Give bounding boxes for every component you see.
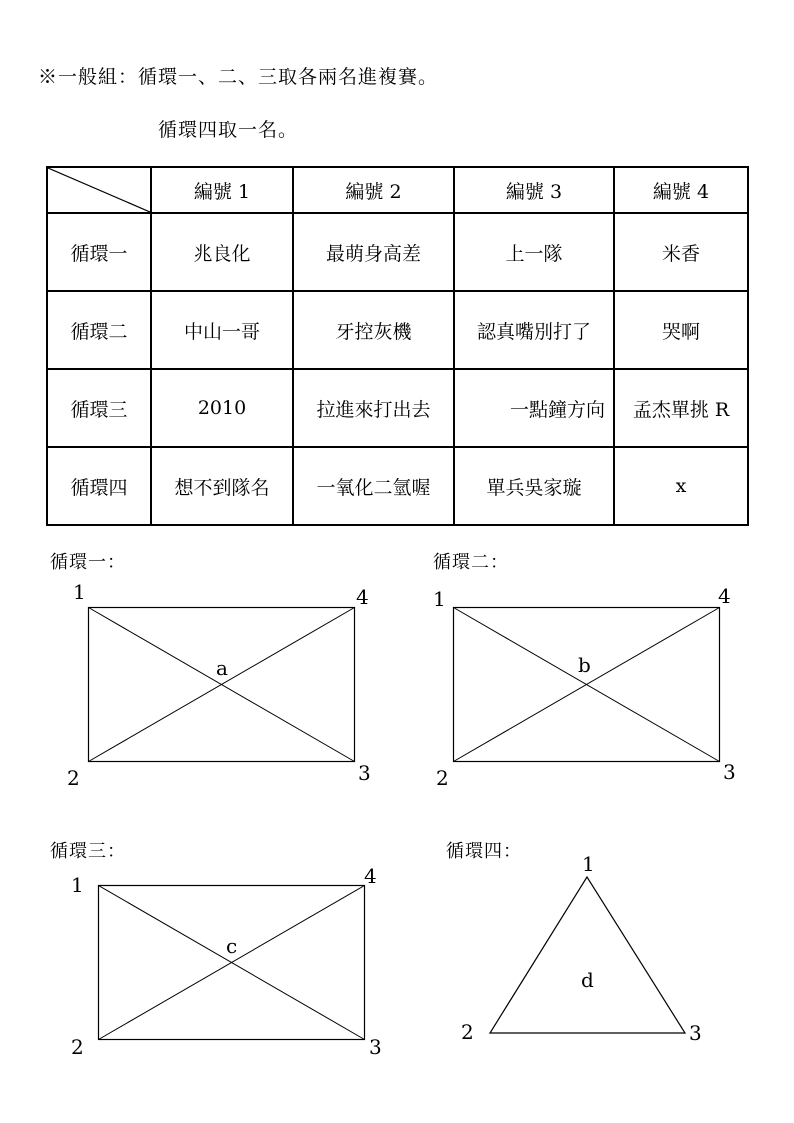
team-cell: 認真嘴別打了 xyxy=(454,291,614,369)
column-header: 編號 2 xyxy=(293,167,454,213)
group-2-node-4: 4 xyxy=(718,584,731,608)
group-1-center-label: a xyxy=(216,656,228,680)
group-1-node-1: 1 xyxy=(73,580,86,604)
team-cell: 一點鐘方向 xyxy=(454,369,614,447)
diagonal-line xyxy=(48,168,150,212)
group-2-title: 循環二： xyxy=(433,552,509,573)
group-3-title: 循環三： xyxy=(50,841,126,862)
group-4-node-1: 1 xyxy=(582,852,595,876)
team-cell: 牙控灰機 xyxy=(293,291,454,369)
team-cell: 單兵吳家璇 xyxy=(454,447,614,525)
bracket-table xyxy=(46,166,749,526)
column-header: 編號 4 xyxy=(614,167,748,213)
header-line-2: 循環四取一名。 xyxy=(158,119,299,141)
table-header-row xyxy=(47,167,748,213)
row-header: 循環四 xyxy=(47,447,151,525)
group-3-center-label: c xyxy=(226,934,238,958)
team-cell: 兆良化 xyxy=(151,213,293,291)
group-2-node-2: 2 xyxy=(436,766,449,790)
group-1-rectangle-diagram xyxy=(88,607,356,763)
group-2-node-1: 1 xyxy=(433,587,446,611)
group-2-center-label: b xyxy=(578,653,591,677)
group-4-node-3: 3 xyxy=(689,1021,702,1045)
group-1-title: 循環一： xyxy=(50,552,126,573)
table-row xyxy=(47,213,748,291)
group-3-node-1: 1 xyxy=(71,873,84,897)
group-4-title: 循環四： xyxy=(446,841,522,862)
team-cell: x xyxy=(614,447,748,525)
group-3-node-2: 2 xyxy=(71,1035,84,1059)
group-3-node-4: 4 xyxy=(364,864,377,888)
row-header: 循環一 xyxy=(47,213,151,291)
team-cell: 拉進來打出去 xyxy=(293,369,454,447)
group-2-node-3: 3 xyxy=(723,760,736,784)
group-4-node-2: 2 xyxy=(461,1020,474,1044)
team-cell: 米香 xyxy=(614,213,748,291)
table-row xyxy=(47,369,748,447)
team-cell: 哭啊 xyxy=(614,291,748,369)
row-header: 循環二 xyxy=(47,291,151,369)
group-2-rectangle-diagram xyxy=(453,607,721,763)
group-4-center-label: d xyxy=(581,968,594,992)
column-header: 編號 3 xyxy=(454,167,614,213)
team-cell: 中山一哥 xyxy=(151,291,293,369)
team-cell: 最萌身高差 xyxy=(293,213,454,291)
team-cell: 上一隊 xyxy=(454,213,614,291)
group-1-node-4: 4 xyxy=(356,585,369,609)
team-cell: 孟杰單挑 R xyxy=(614,369,748,447)
corner-diagonal-cell xyxy=(47,167,151,213)
header-line-1: ※一般組：循環一、二、三取各兩名進複賽。 xyxy=(38,66,439,88)
row-header: 循環三 xyxy=(47,369,151,447)
team-cell: 一氧化二氫喔 xyxy=(293,447,454,525)
column-header: 編號 1 xyxy=(151,167,293,213)
group-3-rectangle-diagram xyxy=(98,885,366,1041)
group-1-node-3: 3 xyxy=(358,761,371,785)
group-4-triangle-diagram xyxy=(488,876,688,1036)
team-cell: 想不到隊名 xyxy=(151,447,293,525)
table-row xyxy=(47,291,748,369)
team-cell: 2010 xyxy=(151,369,293,447)
table-row xyxy=(47,447,748,525)
group-1-node-2: 2 xyxy=(67,766,80,790)
group-3-node-3: 3 xyxy=(369,1035,382,1059)
